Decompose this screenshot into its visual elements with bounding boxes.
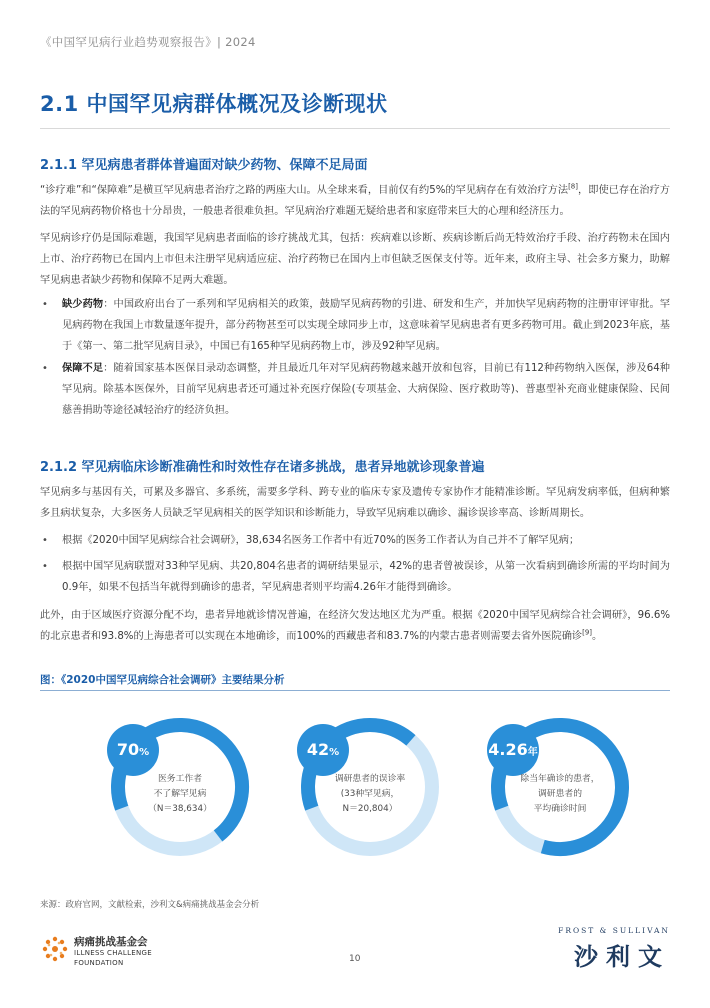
subsection-title-2: 2.1.2 罕见病临床诊断准确性和时效性存在诸多挑战，患者异地就诊现象普遍 — [40, 460, 485, 475]
subsection-title-1: 2.1.1 罕见病患者群体普遍面对缺少药物、保障不足局面 — [40, 158, 368, 173]
stat-value-3: 4.26年 — [488, 740, 538, 759]
paragraph-2: 罕见病诊疗仍是国际难题，我国罕见病患者面临的诊疗挑战尤其，包括：疾病难以诊断、疾病诊断后尚无特效治疗手段、治疗药物未在国内上市、治疗药物已在国内上市但未注册罕见病适应症、治疗药物已在国内上市但缺乏医保支付等。近年来，政府主导、社会多方聚力，助解罕见病患者缺少药物和保障不足两大难题。 — [40, 233, 670, 286]
foundation-name-cn: 病痛挑战基金会 — [74, 936, 148, 948]
brand-name-en: FROST & SULLIVAN — [558, 926, 670, 935]
figure-title: 图：《2020中国罕见病综合社会调研》主要结果分析 — [40, 674, 285, 686]
page-number: 10 — [349, 954, 361, 964]
foundation-emblem-icon — [40, 934, 70, 964]
title-divider — [40, 128, 670, 129]
bullet-dot-icon: • — [42, 363, 48, 374]
report-header: 《中国罕见病行业趋势观察报告》| 2024 — [40, 35, 256, 49]
bullet-lack-of-drugs: • 缺少药物：中国政府出台了一系列和罕见病相关的政策，鼓励罕见病药物的引进、研发和生产，并加快罕见病药物的注册审评审批。罕见病药物在我国上市数量逐年提升，部分药物甚至可以实现全球同步上市，这意味着罕见病患者有更多药物可用。截止到2023年底，基于《第一、第二批罕见病目录》，中国已有165种罕见病药物上市，涉及92种罕见病。 — [40, 294, 670, 357]
foundation-name-en-2: FOUNDATION — [74, 959, 124, 967]
bullet-dot-icon: • — [42, 299, 48, 310]
bullet-medical-survey: • 根据《2020中国罕见病综合社会调研》，38,634名医务工作者中有近70%的医务工作者认为自己并不了解罕见病； — [40, 530, 670, 551]
stat-ring-1 — [95, 712, 285, 862]
bullet-dot-icon: • — [42, 561, 48, 572]
paragraph-4: 此外，由于区域医疗资源分配不均，患者异地就诊情况普遍，在经济欠发达地区尤为严重。根据《2020中国罕见病综合社会调研》，96.6%的北京患者和93.8%的上海患者可以实现在本地确诊，而100%的西藏患者和83.7%的内蒙古患者则需要去省外医院确诊[9]。 — [40, 610, 670, 642]
stat-value-2: 42% — [306, 740, 340, 759]
stat-ring-2 — [285, 712, 475, 862]
bullet-dot-icon: • — [42, 535, 48, 546]
paragraph-1: “诊疗难”和“保障难”是横亘罕见病患者治疗之路的两座大山。从全球来看，目前仅有约5%的罕见病存在有效治疗方法[8]，即使已存在治疗方法的罕见病药物价格也十分昂贵，一般患者很难负担。罕见病治疗难题无疑给患者和家庭带来巨大的心理和经济压力。 — [40, 182, 670, 217]
bullet-insufficient-coverage: • 保障不足：随着国家基本医保目录动态调整，并且最近几年对罕见病药物越来越开放和包容，目前已有112种药物纳入医保，涉及64种罕见病。除基本医保外，目前罕见病患者还可通过补充医疗保险(专项基金、大病保险、医疗救助等)、普惠型补充商业健康保险、民间慈善捐助等途径减轻治疗的经济负担。 — [40, 358, 670, 421]
frost-sullivan-logo — [530, 926, 670, 976]
stat-desc-2: 调研患者的误诊率 (33种罕见病， N＝20,804） — [334, 774, 406, 814]
stat-value-1: 70% — [116, 740, 150, 759]
source-note: 来源：政府官网，文献检索，沙利文&病痛挑战基金会分析 — [40, 900, 260, 910]
stat-ring-3 — [475, 712, 665, 862]
section-title: 2.1 中国罕见病群体概况及诊断现状 — [40, 92, 388, 116]
illness-challenge-logo — [40, 930, 210, 976]
stat-desc-3: 除当年确诊的患者， 调研患者的 平均确诊时间 — [520, 774, 600, 814]
foundation-name-en-1: ILLNESS CHALLENGE — [74, 949, 152, 957]
brand-name-cn: 沙利文 — [574, 943, 670, 971]
bullet-misdiagnosis: • 根据中国罕见病联盟对33种罕见病、共20,804名患者的调研结果显示，42%的患者曾被误诊，从第一次看病到确诊所需的平均时间为0.9年，如果不包括当年就得到确诊的患者，罕见病患者则平均需4.26年才能得到确诊。 — [40, 556, 670, 598]
figure-divider — [40, 690, 670, 691]
paragraph-3: 罕见病多与基因有关，可累及多器官、多系统，需要多学科、跨专业的临床专家及遗传专家协作才能精准诊断。罕见病发病率低，但病种繁多且病状复杂，大多医务人员缺乏罕见病相关的医学知识和诊断能力，导致罕见病难以确诊、漏诊误诊率高、诊断周期长。 — [40, 487, 670, 519]
stat-desc-1: 医务工作者 不了解罕见病 （N＝38,634） — [148, 774, 212, 814]
